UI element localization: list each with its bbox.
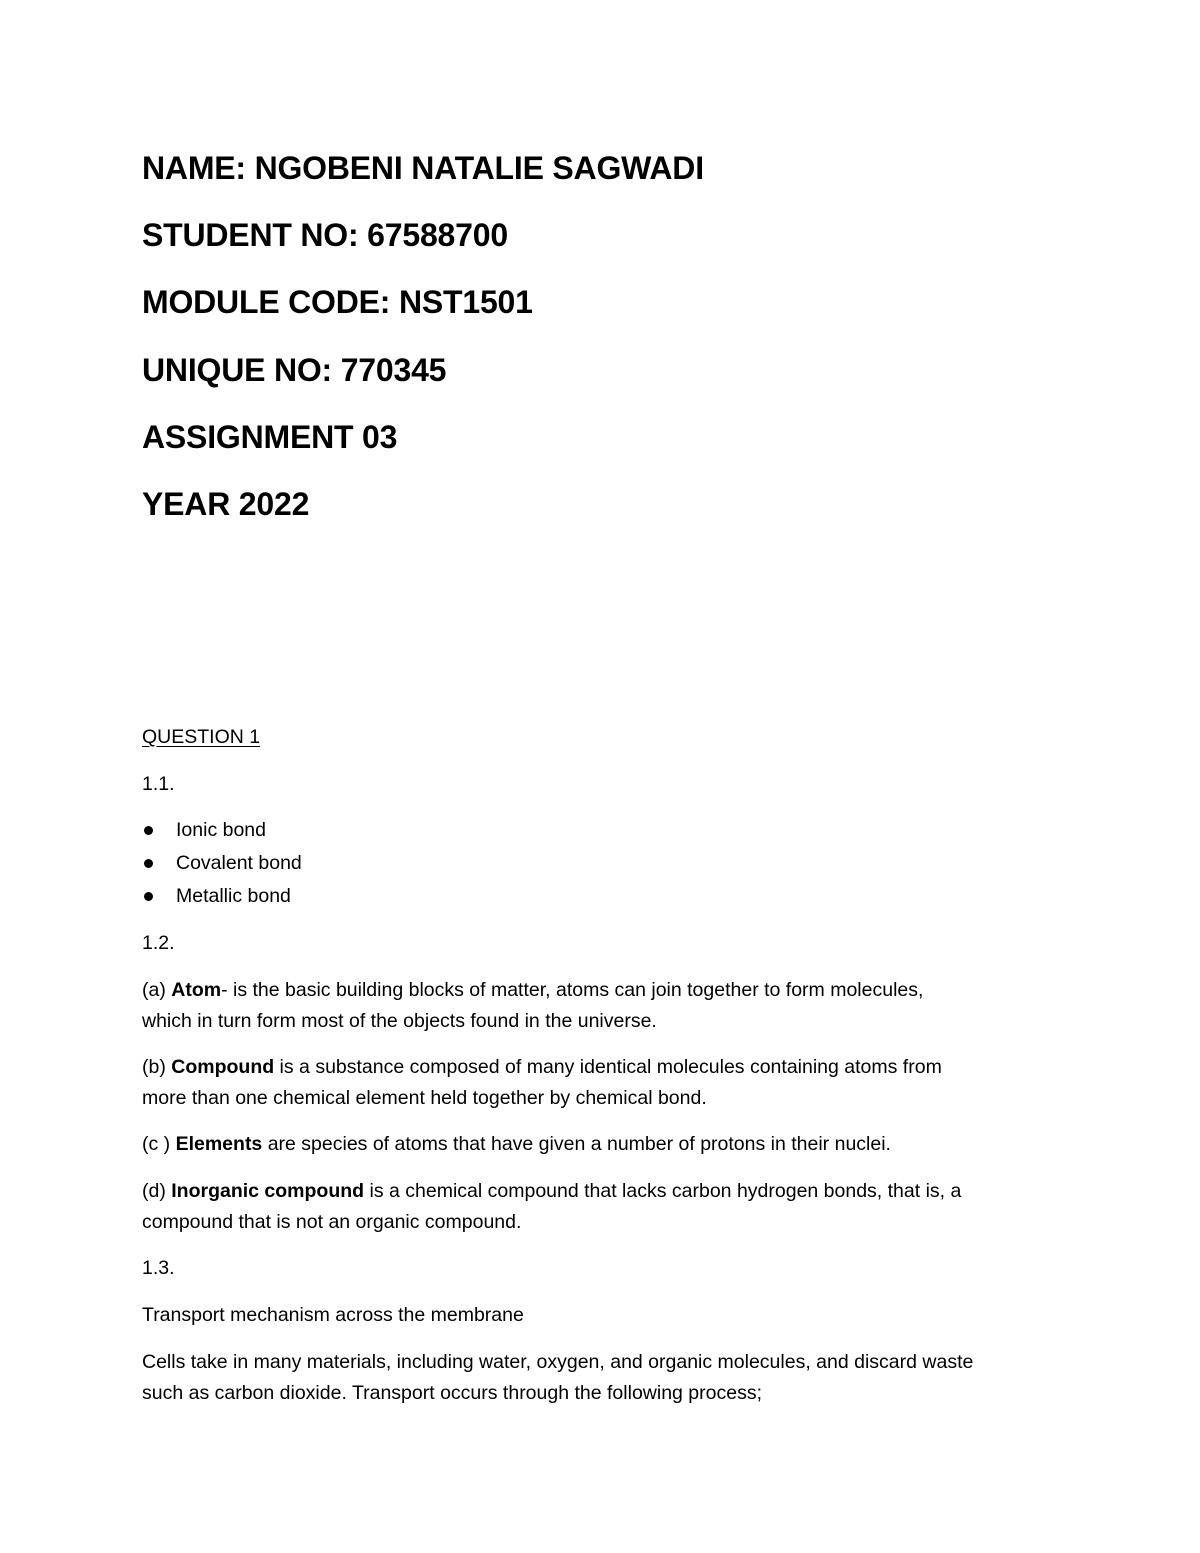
definition-c-prefix: (c ) <box>142 1133 176 1155</box>
definition-a-line-2: which in turn form most of the objects found in the universe. <box>142 1010 657 1032</box>
definition-b-line-1 <box>142 1052 942 1083</box>
question-1-1-label: 1.1. <box>142 773 175 795</box>
definition-b-text: is a substance composed of many identical molecules containing atoms from <box>274 1056 942 1078</box>
definition-b-prefix: (b) <box>142 1056 172 1078</box>
bullet-icon <box>144 826 153 835</box>
definition-d-line-2: compound that is not an organic compound. <box>142 1211 522 1233</box>
definition-d-term: Inorganic compound <box>171 1180 365 1202</box>
question-1-3-label: 1.3. <box>142 1257 175 1279</box>
definition-d-line-1 <box>142 1176 961 1207</box>
question-1-title: QUESTION 1 <box>142 726 261 748</box>
definition-c-line-1 <box>142 1129 891 1160</box>
definition-a-prefix: (a) <box>142 979 172 1001</box>
transport-heading: Transport mechanism across the membrane <box>142 1304 524 1326</box>
transport-paragraph-line-2: such as carbon dioxide. Transport occurs through the following process; <box>142 1382 763 1404</box>
module-code-line: MODULE CODE: NST1501 <box>142 284 533 320</box>
definition-a-line-1 <box>142 975 923 1006</box>
list-item <box>142 848 302 881</box>
assignment-line: ASSIGNMENT 03 <box>142 419 398 455</box>
year-line: YEAR 2022 <box>142 486 310 522</box>
definition-d-prefix: (d) <box>142 1180 172 1202</box>
definition-c-text: are species of atoms that have given a number of protons in their nuclei. <box>262 1133 891 1155</box>
student-name-line: NAME: NGOBENI NATALIE SAGWADI <box>142 150 704 186</box>
unique-number-line: UNIQUE NO: 770345 <box>142 352 447 388</box>
bond-label: Metallic bond <box>176 885 291 907</box>
definition-b-term: Compound <box>171 1056 275 1078</box>
bullet-icon <box>144 892 153 901</box>
bond-label: Ionic bond <box>176 819 266 841</box>
definition-c-term: Elements <box>175 1133 263 1155</box>
question-1-2-label: 1.2. <box>142 932 175 954</box>
bullet-icon <box>144 859 153 868</box>
student-number-line: STUDENT NO: 67588700 <box>142 217 508 253</box>
transport-paragraph-line-1: Cells take in many materials, including water, oxygen, and organic molecules, and discard waste <box>142 1351 974 1373</box>
list-item <box>142 881 302 914</box>
definition-a-text: - is the basic building blocks of matter, atoms can join together to form molecules, <box>221 979 924 1001</box>
bond-types-list <box>142 815 302 914</box>
definition-d-text: is a chemical compound that lacks carbon hydrogen bonds, that is, a <box>364 1180 962 1202</box>
bond-label: Covalent bond <box>176 852 302 874</box>
list-item <box>142 815 302 848</box>
definition-b-line-2: more than one chemical element held together by chemical bond. <box>142 1087 707 1109</box>
definition-a-term: Atom <box>171 979 222 1001</box>
